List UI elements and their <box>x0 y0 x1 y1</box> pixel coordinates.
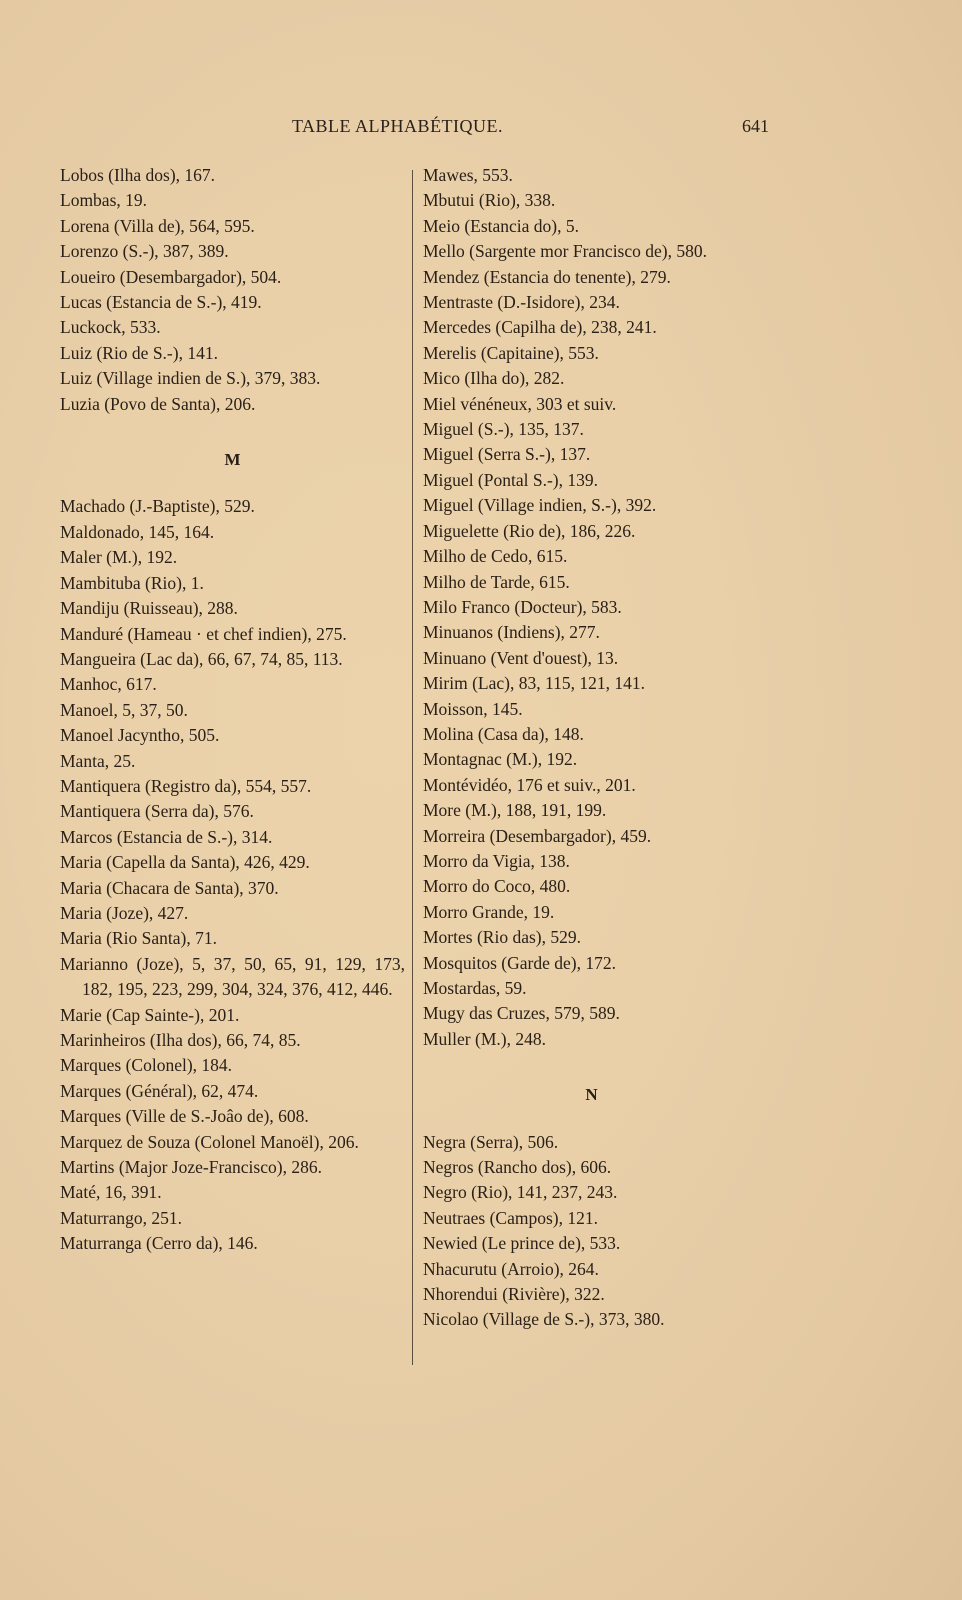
index-entry: Luiz (Rio de S.-), 141. <box>60 342 218 363</box>
index-entry: Marie (Cap Sainte-), 201. <box>60 1004 240 1025</box>
index-entry: Manoel, 5, 37, 50. <box>60 699 188 720</box>
index-entry: Milo Franco (Docteur), 583. <box>423 596 622 617</box>
index-entry: Miguel (S.-), 135, 137. <box>423 419 584 440</box>
index-entry: Mello (Sargente mor Francisco de), 580. <box>423 241 707 262</box>
index-entry: Manduré (Hameau · et chef indien), 275. <box>60 623 347 644</box>
index-entry: Mandiju (Ruisseau), 288. <box>60 598 238 619</box>
index-entry: Mugy das Cruzes, 579, 589. <box>423 1003 620 1024</box>
index-entry: Machado (J.-Baptiste), 529. <box>60 496 255 517</box>
index-entry: Lombas, 19. <box>60 190 148 211</box>
index-entry: Marques (Ville de S.-Joâo de), 608. <box>60 1106 309 1127</box>
index-entry: Lorena (Villa de), 564, 595. <box>60 215 255 236</box>
index-entry: Martins (Major Joze-Francisco), 286. <box>60 1157 322 1178</box>
index-entry: Newied (Le prince de), 533. <box>423 1233 621 1254</box>
index-entry: Mico (Ilha do), 282. <box>423 368 565 389</box>
index-entry: Neutraes (Campos), 121. <box>423 1207 598 1228</box>
index-entry: Minuano (Vent d'ouest), 13. <box>423 647 619 668</box>
index-entry: Meio (Estancia do), 5. <box>423 215 579 236</box>
index-entry: Luckock, 533. <box>60 317 161 338</box>
index-entry: Marcos (Estancia de S.-), 314. <box>60 826 273 847</box>
running-header <box>0 116 962 142</box>
index-entry: Nhacurutu (Arroio), 264. <box>423 1258 599 1279</box>
page-number: 641 <box>742 116 769 136</box>
index-entry: Maria (Capella da Santa), 426, 429. <box>60 852 310 873</box>
index-entry: Mostardas, 59. <box>423 978 527 998</box>
entry-group <box>423 1130 760 1333</box>
section-letter-m: M <box>224 450 241 470</box>
index-entry: Mbutui (Rio), 338. <box>423 190 556 211</box>
index-entry: Maturranga (Cerro da), 146. <box>60 1233 258 1254</box>
index-entry: Loueiro (Desembargador), 504. <box>60 266 282 287</box>
index-entry: Mawes, 553. <box>423 165 513 185</box>
index-column-left <box>60 163 405 1257</box>
index-entry: Montévidéo, 176 et suiv., 201. <box>423 774 636 795</box>
index-entry: Negro (Rio), 141, 237, 243. <box>423 1182 618 1203</box>
index-entry: Mentraste (D.-Isidore), 234. <box>423 292 620 313</box>
entry-group <box>60 494 405 1256</box>
index-entry: Mirim (Lac), 83, 115, 121, 141. <box>423 673 645 694</box>
index-entry: Maria (Joze), 427. <box>60 902 189 923</box>
index-entry: Morro do Coco, 480. <box>423 876 571 897</box>
index-entry: Manta, 25. <box>60 750 136 771</box>
index-column-right <box>423 163 760 1333</box>
index-entry: Miguel (Serra S.-), 137. <box>423 444 591 465</box>
index-entry: Miguelette (Rio de), 186, 226. <box>423 520 636 541</box>
index-entry: Lobos (Ilha dos), 167. <box>60 165 216 185</box>
index-entry: Morro Grande, 19. <box>423 901 555 922</box>
index-entry: Montagnac (M.), 192. <box>423 749 578 770</box>
index-entry: Milho de Tarde, 615. <box>423 571 570 592</box>
index-entry: Maldonado, 145, 164. <box>60 521 215 542</box>
index-entry: Manoel Jacyntho, 505. <box>60 725 220 746</box>
index-entry: Negra (Serra), 506. <box>423 1131 559 1152</box>
index-entry: Mantiquera (Serra da), 576. <box>60 801 254 822</box>
index-entry: Morro da Vigia, 138. <box>423 850 570 871</box>
index-entry: Maria (Chacara de Santa), 370. <box>60 877 279 898</box>
index-entry: Mortes (Rio das), 529. <box>423 927 581 948</box>
index-entry: Miguel (Pontal S.-), 139. <box>423 469 598 490</box>
index-entry: Miel vénéneux, 303 et suiv. <box>423 393 617 414</box>
section-letter-n: N <box>585 1085 598 1105</box>
index-entry: Marianno (Joze), 5, 37, 50, 65, 91, 129, 173, 182, 195, 223, 299, 304, 324, 376, 412, 446. <box>60 953 405 1000</box>
index-entry: Maté, 16, 391. <box>60 1182 162 1203</box>
index-entry: Manhoc, 617. <box>60 674 157 695</box>
index-entry: Marques (Général), 62, 474. <box>60 1080 259 1101</box>
index-entry: Luzia (Povo de Santa), 206. <box>60 393 256 414</box>
index-entry: Negros (Rancho dos), 606. <box>423 1157 612 1178</box>
index-entry: Luiz (Village indien de S.), 379, 383. <box>60 368 321 389</box>
index-entry: Lorenzo (S.-), 387, 389. <box>60 241 229 262</box>
index-entry: Muller (M.), 248. <box>423 1028 546 1049</box>
entry-group <box>60 163 405 417</box>
index-entry: Maria (Rio Santa), 71. <box>60 928 217 949</box>
index-entry: Nicolao (Village de S.-), 373, 380. <box>423 1309 665 1330</box>
index-entry: Miguel (Village indien, S.-), 392. <box>423 495 657 516</box>
index-entry: More (M.), 188, 191, 199. <box>423 800 607 821</box>
index-entry: Marques (Colonel), 184. <box>60 1055 233 1076</box>
index-entry: Mangueira (Lac da), 66, 67, 74, 85, 113. <box>60 648 343 669</box>
index-entry: Marquez de Souza (Colonel Manoël), 206. <box>60 1131 359 1152</box>
index-entry: Morreira (Desembargador), 459. <box>423 825 652 846</box>
index-entry: Maler (M.), 192. <box>60 547 178 568</box>
index-entry: Molina (Casa da), 148. <box>423 723 584 744</box>
entry-group <box>423 163 760 1052</box>
index-entry: Mambituba (Rio), 1. <box>60 572 204 593</box>
index-entry: Marinheiros (Ilha dos), 66, 74, 85. <box>60 1030 301 1050</box>
index-entry: Lucas (Estancia de S.-), 419. <box>60 292 262 313</box>
index-entry: Mantiquera (Registro da), 554, 557. <box>60 775 312 796</box>
index-entry: Merelis (Capitaine), 553. <box>423 342 599 363</box>
index-entry: Nhorendui (Rivière), 322. <box>423 1284 605 1305</box>
index-entry: Minuanos (Indiens), 277. <box>423 622 600 643</box>
page-title: TABLE ALPHABÉTIQUE. <box>292 116 504 136</box>
index-entry: Moisson, 145. <box>423 698 523 719</box>
index-entry: Milho de Cedo, 615. <box>423 546 568 567</box>
index-entry: Mendez (Estancia do tenente), 279. <box>423 266 671 287</box>
index-entry: Mercedes (Capilha de), 238, 241. <box>423 317 657 338</box>
column-divider <box>412 170 413 1365</box>
index-entry: Maturrango, 251. <box>60 1207 182 1228</box>
index-entry: Mosquitos (Garde de), 172. <box>423 952 616 973</box>
